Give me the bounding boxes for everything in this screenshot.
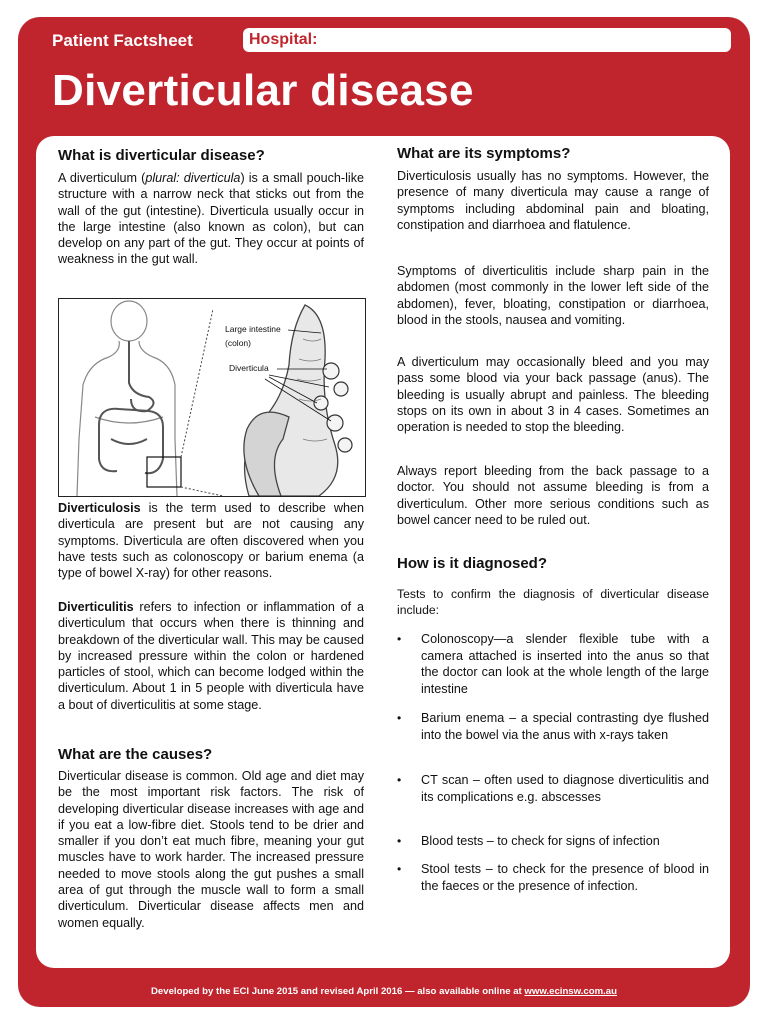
list-item-text: Stool tests – to check for the presence of blood in the faeces or the presence of infection.	[421, 862, 709, 893]
para-diverticulosis: Diverticulosis is the term used to describe when diverticula are present but are not causing any symptoms. Diverticula are often discovered when you have tests such as colonoscopy or barium enema (a type of bowel X-ray) for other reasons.	[58, 501, 364, 581]
figure-label-diverticula: Diverticula	[229, 363, 269, 373]
para-symptoms-4: Always report bleeding from the back passage to a doctor. You should not assume bleeding is from a diverticulum. Other more serious conditions such as bowel cancer need to be ruled out.	[397, 464, 709, 527]
para-causes: Diverticular disease is common. Old age and diet may be the most important risk factors. The risk of developing diverticular disease increases with age and if you eat a low-fibre diet. Stools tend to be drier and smaller if you don’t eat much fibre, meaning your gut muscles have to work harder. The increased pressure needed to move stools along the gut pushes a small area of gut through the muscle wall to form a small diverticulum. Diverticular disease affects men and women equally.	[58, 769, 364, 930]
figure-label-colon: (colon)	[225, 338, 251, 348]
para-diverticulitis: Diverticulitis refers to infection or inflammation of a diverticulum that occurs when there is thinning and breakdown of the diverticular wall. This may be caused by increased pressure within the colon or hardened particles of stool, which can become lodged within the diverticulum. About 1 in 5 people with diverticula have a bout of diverticulitis at some stage.	[58, 600, 364, 712]
heading-diagnosed: How is it diagnosed?	[397, 555, 548, 572]
list-item-text: Blood tests – to check for signs of infection	[421, 834, 660, 848]
content-panel	[36, 136, 730, 968]
heading-symptoms: What are its symptoms?	[397, 145, 571, 162]
figure-label-large-intestine: Large intestine	[225, 324, 281, 334]
footer-text: Developed by the ECI June 2015 and revised April 2016 — also available online at	[150, 986, 525, 997]
list-item-text: CT scan – often used to diagnose diverticulitis and its complications e.g. abscesses	[421, 773, 709, 804]
bullet-dot: •	[397, 711, 402, 725]
para-what-is: A diverticulum (plural: diverticula) is a small pouch-like structure with a narrow neck that sticks out from the wall of the gut (intestine). Diverticula usually occur in the large intestine (also known as colon), but can develop on any part of the gut. They occur at points of weakness in the gut wall.	[58, 171, 364, 267]
para-symptoms-3: A diverticulum may occasionally bleed and you may pass some blood via your back passage (anus). The bleeding is usually abrupt and painless. The bleeding stops on its own in about 3 in 4 cases. Sometimes an operation is needed to stop the bleeding.	[397, 355, 709, 435]
hospital-label: Hospital:	[249, 31, 318, 48]
heading-causes: What are the causes?	[58, 746, 213, 763]
para-diagnosis-intro: Tests to confirm the diagnosis of diverticular disease include:	[397, 587, 709, 618]
list-item-text: Barium enema – a special contrasting dye flushed into the bowel via the anus with x-rays taken	[421, 711, 709, 742]
anatomy-figure	[58, 298, 366, 497]
footer	[0, 986, 768, 997]
heading-what-is: What is diverticular disease?	[58, 147, 265, 164]
para-symptoms-2: Symptoms of diverticulitis include sharp pain in the abdomen (most commonly in the lower left side of the abdomen), fever, bloating, constipation or diarrhoea, blood in the stools, nausea and vomiting.	[397, 264, 709, 327]
list-item-text: Colonoscopy—a slender flexible tube with a camera attached is inserted into the anus so that the doctor can look at the whole length of the large intestine	[421, 632, 709, 696]
page-title: Diverticular disease	[52, 66, 474, 115]
hospital-field[interactable]	[243, 28, 731, 52]
anatomy-illustration	[59, 299, 365, 496]
bullet-dot: •	[397, 773, 402, 787]
para-symptoms-1: Diverticulosis usually has no symptoms. However, the presence of many diverticula may cause a range of symptoms including abdominal pain and bloating, constipation and diarrhoea and flatulence.	[397, 169, 709, 232]
bullet-dot: •	[397, 834, 402, 848]
bullet-dot: •	[397, 632, 402, 646]
bullet-dot: •	[397, 862, 402, 876]
footer-link[interactable]: www.ecinsw.com.au	[524, 986, 617, 997]
doc-kicker: Patient Factsheet	[52, 31, 193, 50]
